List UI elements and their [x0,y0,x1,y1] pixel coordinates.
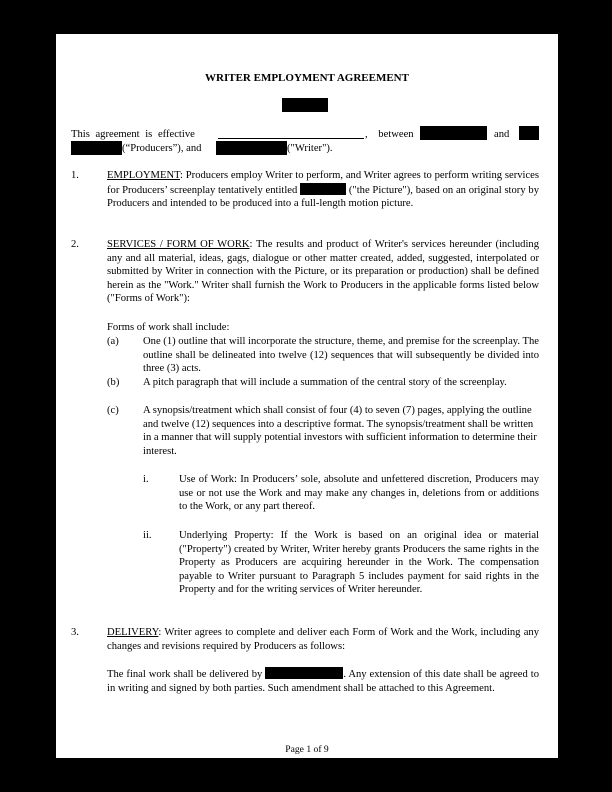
redaction-inline [300,183,346,195]
subitem-label: i. [143,474,149,485]
item-label: (b) [107,377,120,388]
intro-text: ("Writer"). [287,143,333,154]
item-label: (c) [107,405,119,416]
effective-date-blank [218,138,364,139]
section-employment: EMPLOYMENT: Producers employ Writer to perform, and Writer agrees to perform writing services for Producers’ screenplay tentatively entitled ("the Picture"), based on an original story by Producers and intended to be produced into a full-length motion picture. [107,170,539,210]
form-item: One (1) outline that will incorporate the structure, theme, and premise for the screenplay. The outline shall be delineated into twelve (12) sequences that will subsequently be divided into three (3) acts. [143,336,539,375]
intro-text: and [494,129,510,140]
item-label: (a) [107,336,119,347]
section-number: 1. [71,170,79,181]
section-heading: SERVICES / FORM OF WORK [107,239,250,250]
redaction-box [216,141,287,155]
sub-item: Use of Work: In Producers’ sole, absolute and unfettered discretion, Producers may use or not use the Work and may make any changes in, deletions from or additions to the Work, or any part thereof. [179,474,539,513]
redaction-box [71,141,122,155]
intro-text: , between [365,129,414,140]
intro-text: (“Producers”), and [122,143,202,154]
section-number: 2. [71,239,79,250]
redaction-box [519,126,539,140]
final-delivery: The final work shall be delivered by . Any extension of this date shall be agreed to in writing and signed by both parties. Such amendment shall be attached to this Agreement. [107,669,539,694]
document-title: WRITER EMPLOYMENT AGREEMENT [205,72,409,84]
form-item: A pitch paragraph that will include a summation of the central story of the screenplay. [143,377,507,388]
page-number: Page 1 of 9 [285,744,329,755]
redaction-box [420,126,487,140]
redaction-box [282,98,328,112]
section-services: SERVICES / FORM OF WORK: The results and product of Writer's services hereunder (including any and all material, ideas, gags, dialogue or other matter created, added, suggested, interpolated or submitted by Writer in connection with the Picture, or its preparation or production) shall be defined herein as the "Work." Writer shall furnish the Work to Producers in the applicable forms listed below ("Forms of Work"): [107,239,539,305]
sub-item: Underlying Property: If the Work is based on an original idea or material ("Property") created by Writer, Writer hereby grants Producers the same rights in the Property as Producers are acquiring hereunder in the Work. The compensation payable to Writer pursuant to Paragraph 5 includes payment for said rights in the Property and for the writing services of Writer hereunder. [179,530,539,596]
section-heading: DELIVERY [107,627,159,638]
redaction-inline [265,667,343,679]
forms-intro: Forms of work shall include: [107,322,230,333]
section-delivery: DELIVERY: Writer agrees to complete and deliver each Form of Work and the Work, including any changes and revisions required by Producers as follows: [107,627,539,652]
intro-text: This agreement is effective [71,129,195,140]
form-item: A synopsis/treatment which shall consist of four (4) to seven (7) pages, applying the outline and twelve (12) sequences into a descriptive format. The synopsis/treatment shall be written in a manner that will supply potential investors with sufficient information to determine their interest. [143,405,537,457]
subitem-label: ii. [143,530,152,541]
document-page [56,34,558,758]
section-number: 3. [71,627,79,638]
section-heading: EMPLOYMENT [107,170,181,181]
